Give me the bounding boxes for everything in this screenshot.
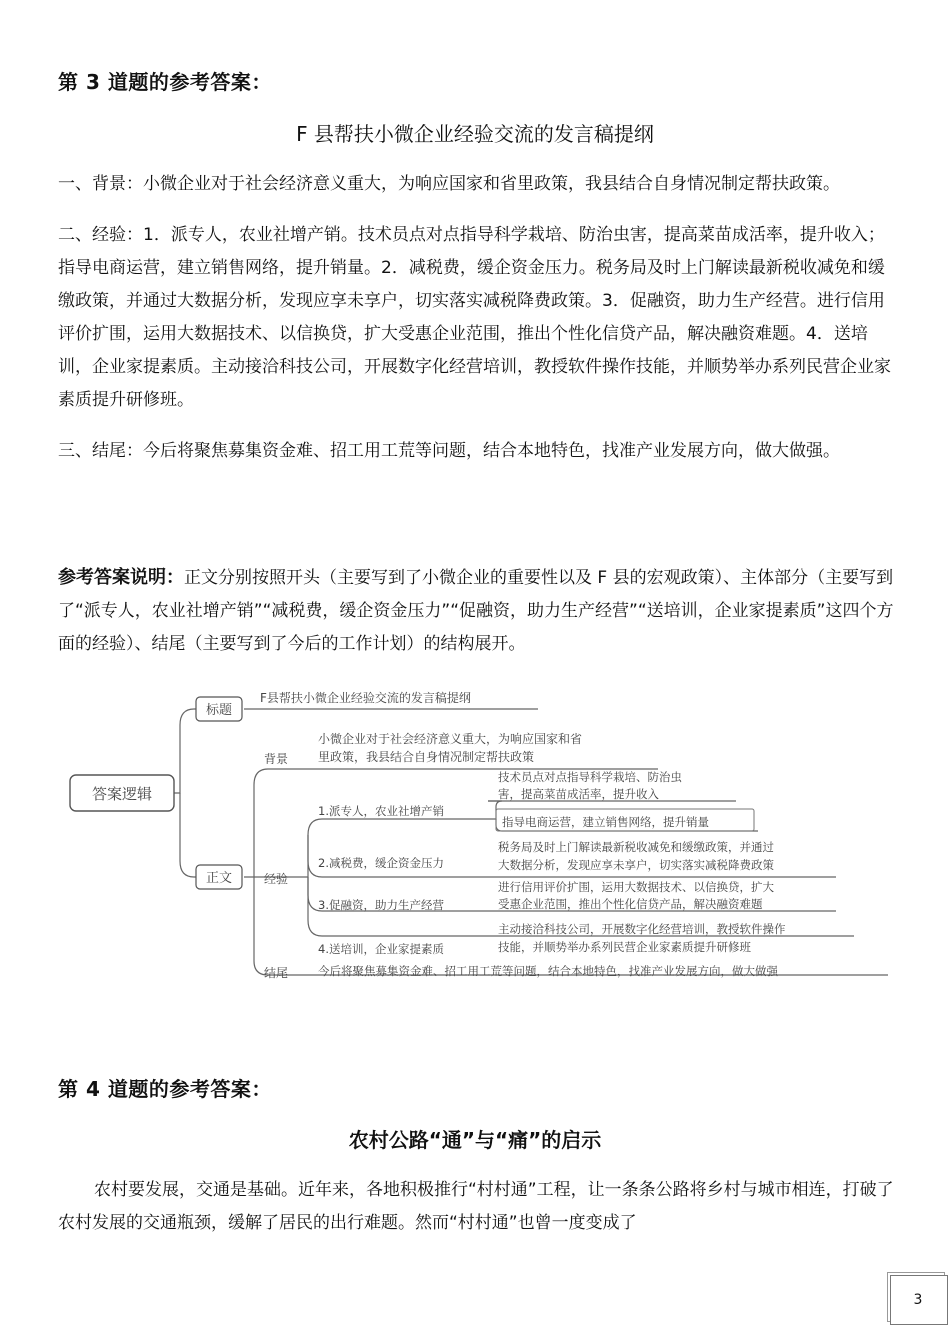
mm-e2-label: 2.减税费，缓企资金压力 xyxy=(318,856,444,870)
mm-e1b: 指导电商运营，建立销售网络，提升销量 xyxy=(502,815,709,829)
mm-e1a-line1: 技术员点对点指导科学栽培、防治虫 xyxy=(498,770,682,784)
q4-paragraph: 农村要发展，交通是基础。近年来，各地积极推行“村村通”工程，让一条条公路将乡村与城市相连，打破了农村发展的交通瓶颈，缓解了居民的出行难题。然而“村村通”也曾一度变成了 xyxy=(58,1180,894,1233)
mm-e2-line1: 税务局及时上门解读最新税收减免和缓缴政策，并通过 xyxy=(498,840,774,854)
mm-e1-label: 1.派专人，农业社增产销 xyxy=(318,804,444,818)
q3-heading: 第 3 道题的参考答案： xyxy=(58,70,272,94)
mm-e3-line1: 进行信用评价扩围，运用大数据技术、以信换贷，扩大 xyxy=(498,880,774,894)
note-label: 参考答案说明： xyxy=(58,567,184,588)
mm-e4-label: 4.送培训，企业家提素质 xyxy=(318,942,444,956)
mm-bg-label: 背景 xyxy=(264,752,289,766)
mm-end-text: 今后将聚焦募集资金难、招工用工荒等问题，结合本地特色，找准产业发展方向，做大做强 xyxy=(318,964,778,978)
mm-bg-line2: 里政策，我县结合自身情况制定帮扶政策 xyxy=(318,750,535,764)
mm-e1a-line2: 害，提高菜苗成活率，提升收入 xyxy=(498,787,659,801)
mm-e3-line2: 受惠企业范围，推出个性化信贷产品，解决融资难题 xyxy=(498,897,763,911)
mm-e4-line2: 技能，并顺势举办系列民营企业家素质提升研修班 xyxy=(498,940,751,954)
q3-note xyxy=(58,561,898,661)
mm-bg-line1: 小微企业对于社会经济意义重大，为响应国家和省 xyxy=(318,732,583,746)
q3-ending: 三、结尾：今后将聚焦募集资金难、招工用工荒等问题，结合本地特色，找准产业发展方向，做大做强。 xyxy=(58,441,840,461)
q3-title: F 县帮扶小微企业经验交流的发言稿提纲 xyxy=(296,122,654,146)
mm-title-label: 标题 xyxy=(205,703,233,718)
mindmap xyxy=(68,685,898,985)
q3-background: 一、背景：小微企业对于社会经济意义重大，为响应国家和省里政策，我县结合自身情况制定帮扶政策。 xyxy=(58,174,840,194)
mm-end-label: 结尾 xyxy=(264,966,289,980)
page-number: 3 xyxy=(913,1292,923,1308)
q4-title: 农村公路“通”与“痛”的启示 xyxy=(348,1128,602,1152)
mm-exp-label: 经验 xyxy=(264,872,289,886)
q4-heading: 第 4 道题的参考答案： xyxy=(58,1077,272,1101)
mm-e2-line2: 大数据分析，发现应享未享户，切实落实减税降费政策 xyxy=(498,858,774,872)
q3-body xyxy=(58,168,898,468)
note-text: 正文分别按照开头（主要写到了小微企业的重要性以及 F 县的宏观政策）、主体部分（主要写到了“派专人，农业社增产销”“减税费，缓企资金压力”“促融资，助力生产经营”“送培训，企业家提素质”这四个方面的经验）、结尾（主要写到了今后的工作计划）的结构展开。 xyxy=(58,568,894,654)
mm-e4-line1: 主动接洽科技公司，开展数字化经营培训，教授软件操作 xyxy=(498,922,786,936)
q3-experience: 二、经验：1．派专人，农业社增产销。技术员点对点指导科学栽培、防治虫害，提高菜苗成活率，提升收入；指导电商运营，建立销售网络，提升销量。2．减税费，缓企资金压力。税务局及时上门解读最新税收减免和缓缴政策，并通过大数据分析，发现应享未享户，切实落实减税降费政策。3．促融资，助力生产经营。进行信用评价扩围，运用大数据技术、以信换贷，扩大受惠企业范围，推出个性化信贷产品，解决融资难题。4．送培训，企业家提素质。主动接洽科技公司，开展数字化经营培训，教授软件操作技能，并顺势举办系列民营企业家素质提升研修班。 xyxy=(58,225,891,410)
mm-body-label: 正文 xyxy=(205,871,233,886)
mm-root: 答案逻辑 xyxy=(91,785,153,803)
mm-e3-label: 3.促融资，助力生产经营 xyxy=(318,898,444,912)
mm-title-text: F县帮扶小微企业经验交流的发言稿提纲 xyxy=(260,691,471,705)
